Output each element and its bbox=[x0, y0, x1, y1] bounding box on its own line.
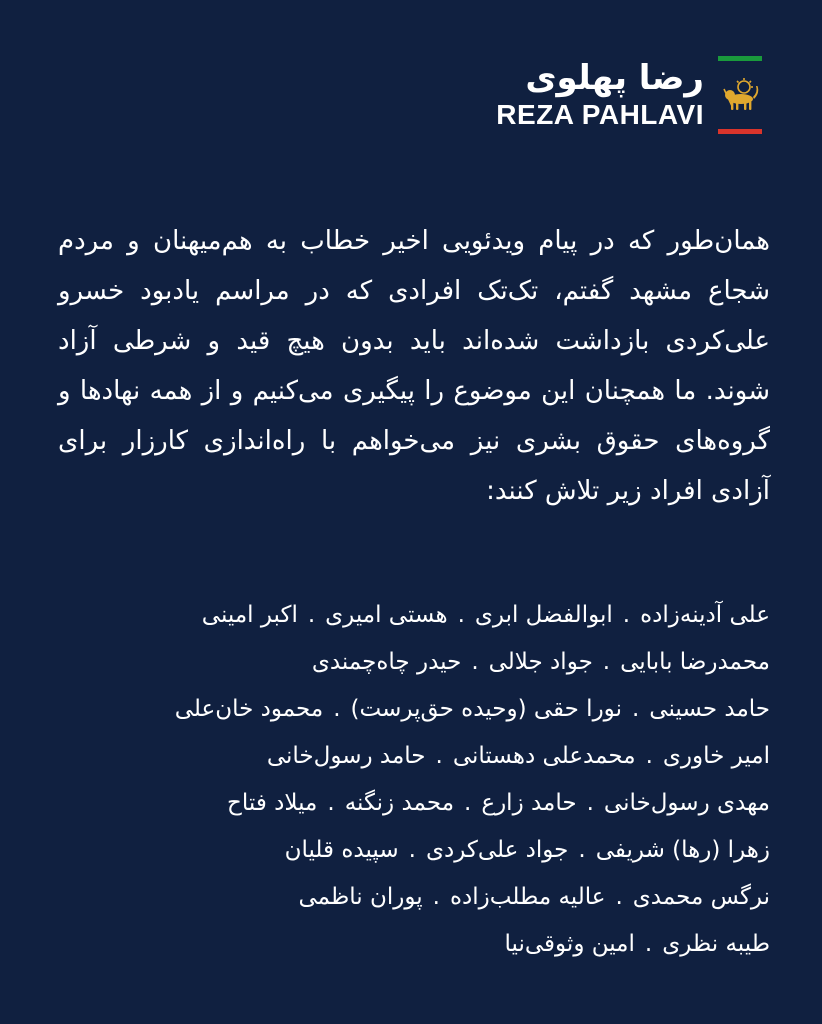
detainee-name: عالیه مطلب‌زاده bbox=[449, 884, 606, 910]
brand-name-persian: رضا پهلوی bbox=[525, 58, 704, 98]
detainee-name: محمود خان‌علی bbox=[174, 696, 324, 722]
name-separator: . bbox=[432, 884, 440, 910]
statement-paragraph: همان‌طور که در پیام ویدئویی اخیر خطاب به هم‌میهنان و مردم شجاع مشهد گفتم، تک‌تک افرادی که در مراسم یادبود خسرو علی‌کردی بازداشت شده‌اند باید بدون هیچ قید و شرطی آزاد شوند. ما همچنان این موضوع را پیگیری می‌کنیم و از همه نهادها و گروه‌های حقوق بشری نیز می‌خواهم با راه‌اندازی کارزار برای آزادی افراد زیر تلاش کنند: bbox=[58, 226, 770, 506]
detainee-name: محمدرضا بابایی bbox=[620, 649, 770, 675]
name-separator: . bbox=[471, 649, 479, 675]
detainee-name: علی آدینه‌زاده bbox=[640, 602, 770, 628]
detainee-name: محمدعلی دهستانی bbox=[452, 743, 636, 769]
name-separator: . bbox=[457, 602, 465, 628]
detainee-name: حیدر چاه‌چمندی bbox=[311, 649, 462, 675]
detainee-name: نرگس محمدی bbox=[632, 884, 770, 910]
name-separator: . bbox=[464, 790, 472, 816]
detainee-line bbox=[58, 733, 770, 780]
detainee-name: طیبه نظری bbox=[662, 931, 770, 957]
detainee-name: میلاد فتاح bbox=[227, 790, 318, 816]
detainee-line bbox=[58, 780, 770, 827]
name-separator: . bbox=[578, 837, 586, 863]
name-separator: . bbox=[586, 790, 594, 816]
detainee-line bbox=[58, 639, 770, 686]
name-separator: . bbox=[622, 602, 631, 628]
brand-emblem bbox=[714, 56, 766, 134]
detainee-name: مهدی رسول‌خانی bbox=[603, 790, 770, 816]
brand-wordmark bbox=[496, 58, 704, 132]
detainee-name: محمد زنگنه bbox=[344, 790, 455, 816]
name-separator: . bbox=[408, 837, 416, 863]
brand-name-english: REZA PAHLAVI bbox=[496, 99, 704, 130]
detainee-list bbox=[58, 592, 770, 968]
detainee-line bbox=[58, 592, 770, 639]
name-separator: . bbox=[307, 602, 316, 628]
detainee-name: زهرا (رها) شریفی bbox=[595, 837, 770, 863]
detainee-line bbox=[58, 686, 770, 733]
detainee-name: جواد علی‌کردی bbox=[425, 837, 569, 863]
detainee-name: نورا حقی (وحیده حق‌پرست) bbox=[350, 696, 622, 722]
detainee-name: حامد حسینی bbox=[649, 696, 770, 722]
detainee-name: امیر خاوری bbox=[662, 743, 770, 769]
detainee-line bbox=[58, 827, 770, 874]
name-separator: . bbox=[615, 884, 623, 910]
detainee-name: ابوالفضل ابری bbox=[474, 602, 613, 628]
detainee-line bbox=[58, 921, 770, 968]
detainee-name: هستی امیری bbox=[325, 602, 448, 628]
lion-and-sun-icon bbox=[720, 76, 760, 114]
name-separator: . bbox=[631, 696, 640, 722]
flag-red-stripe bbox=[718, 129, 762, 134]
name-separator: . bbox=[327, 790, 335, 816]
detainee-name: حامد رسول‌خانی bbox=[266, 743, 426, 769]
name-separator: . bbox=[435, 743, 443, 769]
name-separator: . bbox=[333, 696, 341, 722]
detainee-line bbox=[58, 874, 770, 921]
name-separator: . bbox=[602, 649, 611, 675]
detainee-name: امین وثوقی‌نیا bbox=[504, 931, 635, 957]
detainee-name: پوران ناظمی bbox=[298, 884, 423, 910]
detainee-name: جواد جلالی bbox=[488, 649, 593, 675]
detainee-name: اکبر امینی bbox=[201, 602, 298, 628]
name-separator: . bbox=[644, 931, 653, 957]
name-separator: . bbox=[645, 743, 653, 769]
flag-green-stripe bbox=[718, 56, 762, 61]
detainee-name: سپیده قلیان bbox=[284, 837, 399, 863]
detainee-name: حامد زارع bbox=[481, 790, 577, 816]
